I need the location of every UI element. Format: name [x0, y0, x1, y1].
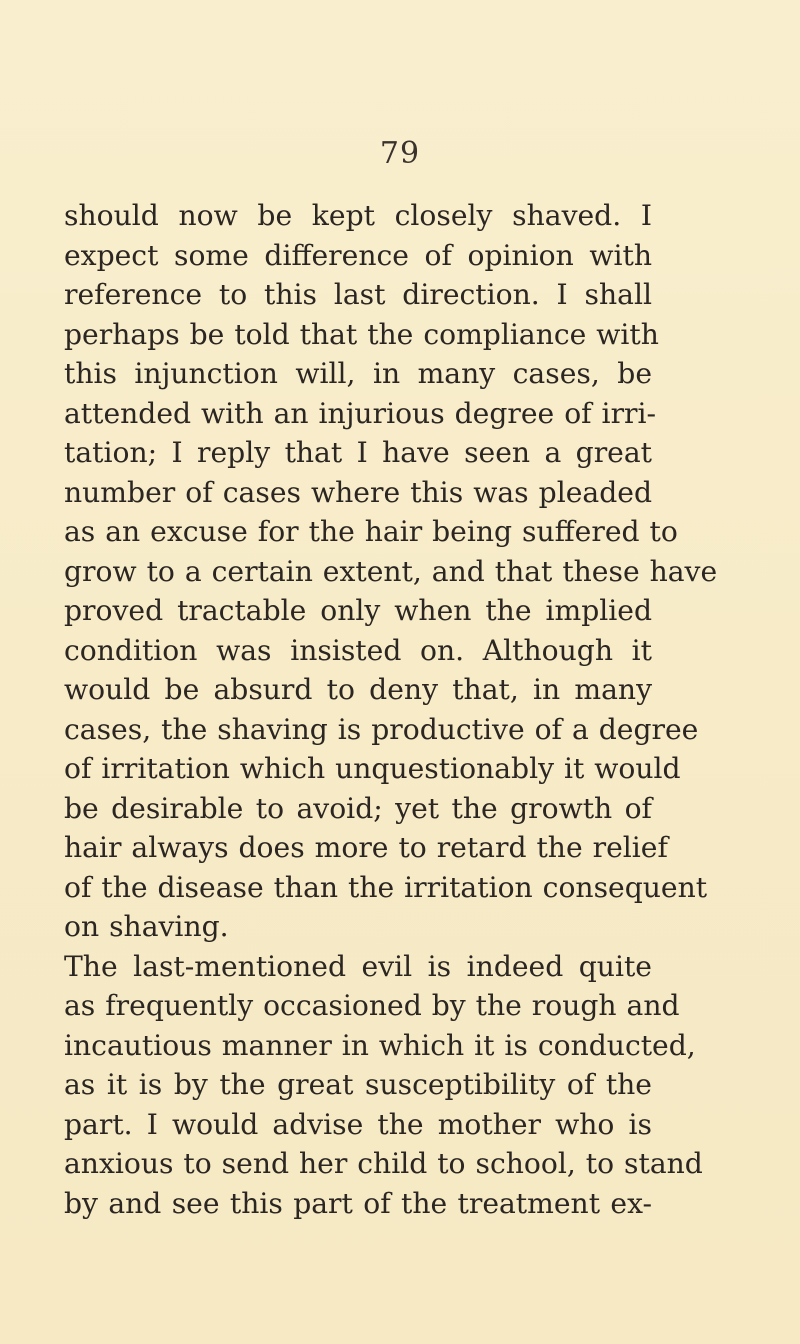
text-line: incautious manner in which it is conducted, — [64, 1028, 696, 1062]
text-line: The last-mentioned evil is indeed quite — [64, 949, 652, 983]
text-line: proved tractable only when the implied — [64, 594, 652, 627]
text-line: as it is by the great susceptibility of the — [64, 1068, 652, 1101]
text-line: as frequently occasioned by the rough and — [64, 989, 680, 1022]
text-line: of the disease than the irritation consequent — [64, 870, 708, 904]
text-line: anxious to send her child to school, to stand — [64, 1147, 703, 1180]
text-line: should now be kept closely shaved. I — [64, 199, 652, 232]
text-line: condition was insisted on. Although it — [64, 633, 652, 667]
text-line: as an excuse for the hair being suffered to — [64, 515, 678, 548]
text-line: on shaving. — [64, 910, 229, 943]
text-line: reference to this last direction. I shall — [64, 278, 652, 311]
text-line: tation; I reply that I have seen a great — [64, 436, 652, 469]
text-line: perhaps be told that the compliance with — [64, 317, 659, 351]
text-line: number of cases where this was pleaded — [64, 475, 652, 509]
text-line: this injunction will, in many cases, be — [64, 357, 652, 390]
text-line: attended with an injurious degree of irri- — [64, 396, 657, 430]
text-line: would be absurd to deny that, in many — [64, 673, 652, 706]
text-line: grow to a certain extent, and that these have — [64, 554, 718, 588]
body-text — [64, 196, 718, 1223]
text-line: part. I would advise the mother who is — [64, 1107, 652, 1141]
text-line: be desirable to avoid; yet the growth of — [64, 791, 652, 825]
text-line: by and see this part of the treatment ex- — [64, 1186, 652, 1220]
text-line: of irritation which unquestionably it would — [64, 752, 681, 785]
text-line: cases, the shaving is productive of a degree — [64, 712, 699, 746]
page-number: 79 — [379, 136, 421, 171]
text-line: hair always does more to retard the relief — [64, 831, 668, 864]
text-line: expect some difference of opinion with — [64, 238, 652, 272]
